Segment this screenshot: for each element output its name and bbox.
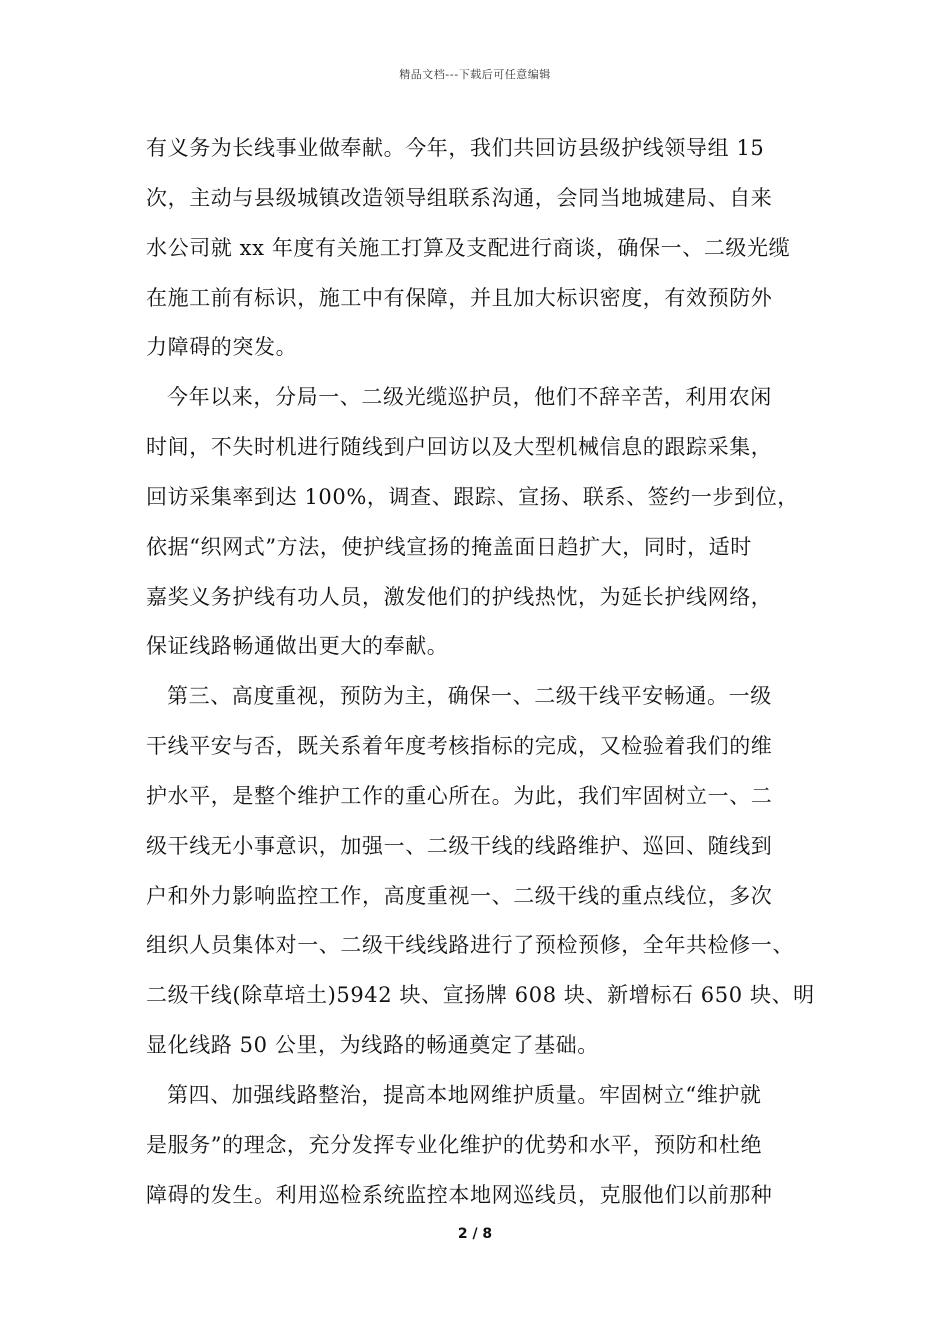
text-line: 有义务为长线事业做奉献。今年，我们共回访县级护线领导组 15 [146,136,765,160]
text-line: 障碍的发生。利用巡检系统监控本地网巡线员，克服他们以前那种 [146,1183,773,1207]
paragraph-first-line: 第三、高度重视，预防为主，确保一、二级干线平安畅通。一级 [167,684,772,708]
text-line: 次，主动与县级城镇改造领导组联系沟通，会同当地城建局、自来 [146,186,773,210]
text-line: 干线平安与否，既关系着年度考核指标的完成，又检验着我们的维 [146,734,773,758]
text-line: 依据“织网式”方法，使护线宣扬的掩盖面日趋扩大，同时，适时 [146,535,752,559]
text-line: 在施工前有标识，施工中有保障，并且加大标识密度，有效预防外 [146,286,773,310]
text-line: 户和外力影响监控工作，高度重视一、二级干线的重点线位，多次 [146,884,773,908]
text-line: 组织人员集体对一、二级干线线路进行了预检预修，全年共检修一、 [146,933,794,957]
text-line: 是服务”的理念，充分发挥专业化维护的优势和水平，预防和杜绝 [146,1133,763,1157]
text-line: 保证线路畅通做出更大的奉献。 [146,634,449,658]
text-line: 二级干线(除草培土)5942 块、宣扬牌 608 块、新增标石 650 块、明 [146,983,815,1007]
text-line: 时间，不失时机进行随线到户回访以及大型机械信息的跟踪采集， [146,435,773,459]
text-line: 力障碍的突发。 [146,335,298,359]
paragraph-first-line: 第四、加强线路整治，提高本地网维护质量。牢固树立“维护就 [167,1083,762,1107]
page-header: 精品文档---下载后可任意编辑 [399,68,551,81]
page-number: 2 / 8 [457,1226,493,1242]
text-line: 回访采集率到达 100%，调查、跟踪、宣扬、联系、签约一步到位， [146,485,799,509]
paragraph-first-line: 今年以来，分局一、二级光缆巡护员，他们不辞辛苦，利用农闲 [167,385,772,409]
text-line: 水公司就 xx 年度有关施工打算及支配进行商谈，确保一、二级光缆 [146,236,791,260]
text-line: 嘉奖义务护线有功人员，激发他们的护线热忱，为延长护线网络， [146,585,773,609]
text-line: 级干线无小事意识，加强一、二级干线的线路维护、巡回、随线到 [146,834,773,858]
text-line: 显化线路 50 公里，为线路的畅通奠定了基础。 [146,1033,599,1057]
text-line: 护水平，是整个维护工作的重心所在。为此，我们牢固树立一、二 [146,784,773,808]
